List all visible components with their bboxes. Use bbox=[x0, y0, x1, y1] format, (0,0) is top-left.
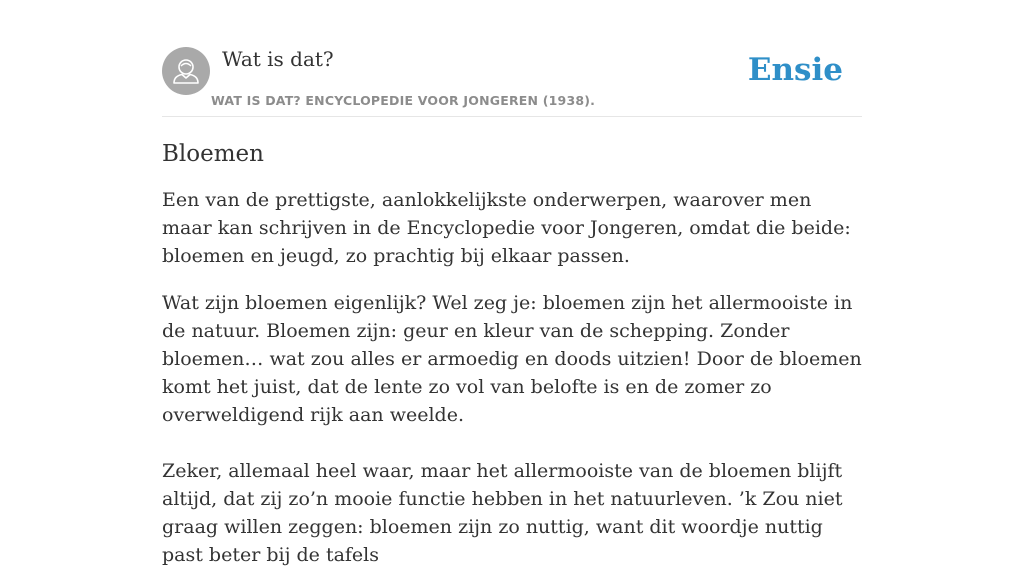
brand-logo[interactable]: Ensie bbox=[747, 52, 843, 88]
user-avatar-icon[interactable] bbox=[162, 47, 210, 95]
article-paragraph-1: Een van de prettigste, aanlokkelijkste onderwerpen, waarover men maar kan schrijven in de Encyclopedie voor Jongeren, omdat die beide: bloemen en jeugd, zo prachtig bij elkaar passen. bbox=[162, 189, 851, 267]
article-paragraph-2: Wat zijn bloemen eigenlijk? Wel zeg je: bloemen zijn het allermooiste in de natuur. Bloemen zijn: geur en kleur van de schepping. Zonder bloemen… wat zou alles er armoedig en doods uitzien! Door de bloemen komt het juist, dat de lente zo vol van belofte is en de zomer zo overweldigend rijk aan weelde. Zeker, allemaal heel waar, maar het allermooiste van de bloemen blijft altijd, dat zij zo’n mooie functie hebben in het natuurleven. ’k Zou niet graag willen zeggen: bloemen zijn zo nuttig, want dit woordje nuttig past beter bij de tafels bbox=[162, 292, 862, 566]
source-header bbox=[162, 46, 862, 117]
person-outline-icon bbox=[162, 47, 210, 95]
article-title: Bloemen bbox=[162, 141, 264, 167]
source-subtitle[interactable]: WAT IS DAT? ENCYCLOPEDIE VOOR JONGEREN (1938). bbox=[211, 93, 596, 108]
source-title[interactable]: Wat is dat? bbox=[222, 47, 334, 71]
article bbox=[162, 138, 862, 588]
